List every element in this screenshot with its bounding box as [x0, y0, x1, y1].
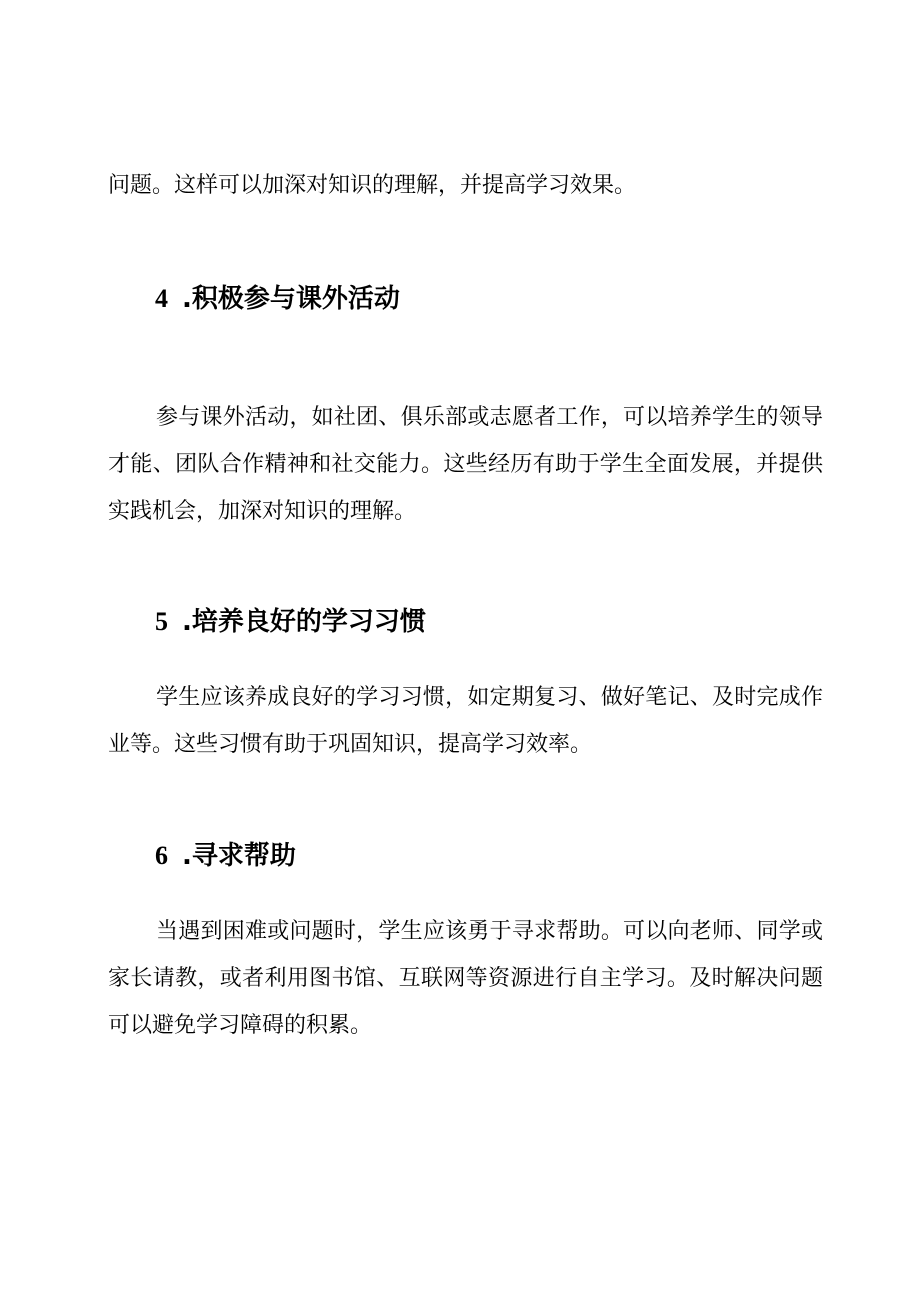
paragraph-extracurricular: 参与课外活动，如社团、俱乐部或志愿者工作，可以培养学生的领导才能、团队合作精神和社交能力。这些经历有助于学生全面发展，并提供实践机会，加深对知识的理解。	[108, 405, 823, 524]
section-number: 6	[155, 841, 168, 870]
section-heading-5: 5 .培养良好的学习习惯	[155, 607, 426, 637]
section-heading-4: 4 .积极参与课外活动	[155, 284, 400, 314]
paragraph-continuation: 问题。这样可以加深对知识的理解，并提高学习效果。	[108, 173, 637, 198]
paragraph-seek-help: 当遇到困难或问题时，学生应该勇于寻求帮助。可以向老师、同学或家长请教，或者利用图书馆、互联网等资源进行自主学习。及时解决问题可以避免学习障碍的积累。	[108, 919, 823, 1038]
section-number: 5	[155, 607, 168, 636]
section-title: 积极参与课外活动	[191, 284, 400, 314]
paragraph-study-habits: 学生应该养成良好的学习习惯，如定期复习、做好笔记、及时完成作业等。这些习惯有助于巩固知识，提高学习效率。	[108, 685, 823, 757]
section-heading-6: 6 .寻求帮助	[155, 841, 296, 871]
section-title: 寻求帮助	[191, 841, 296, 871]
section-number: 4	[155, 284, 168, 313]
section-title: 培养良好的学习习惯	[191, 607, 426, 637]
